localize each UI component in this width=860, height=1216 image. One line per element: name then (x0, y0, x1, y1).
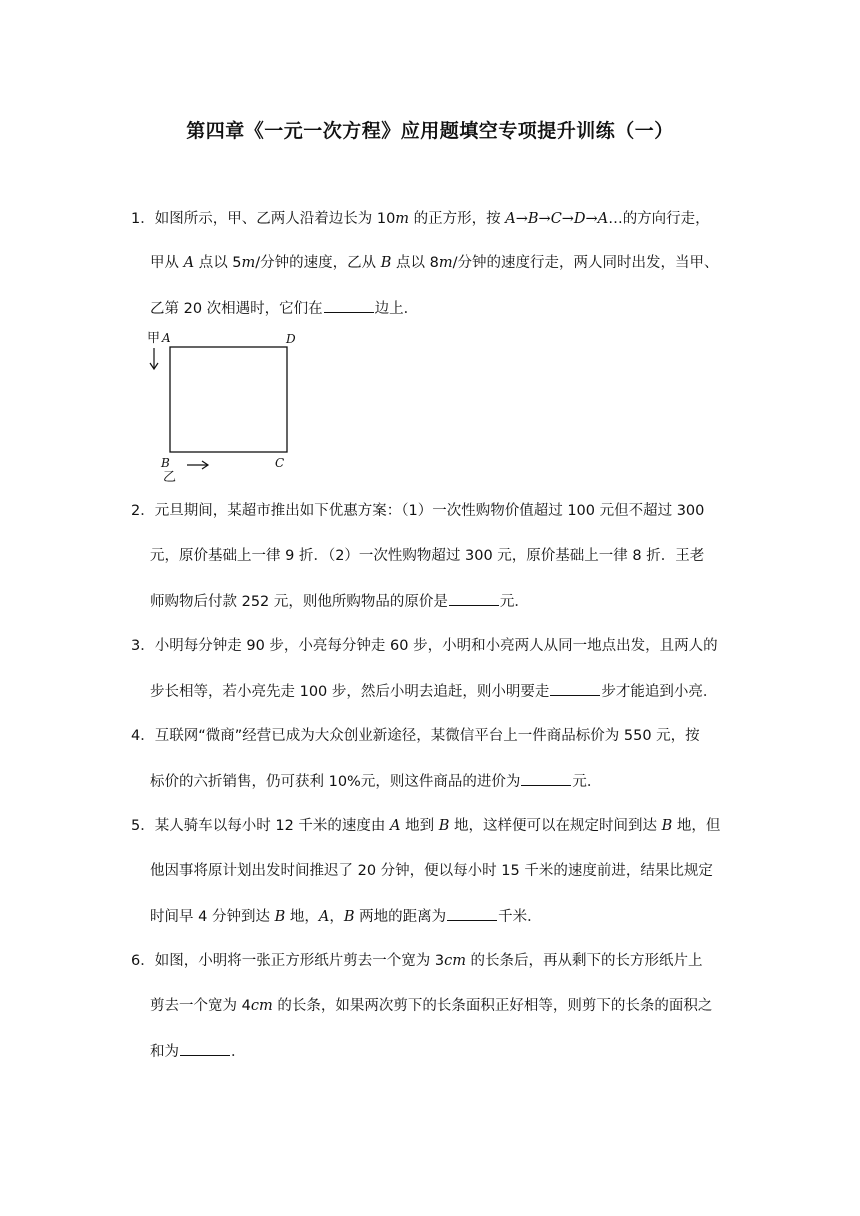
question-2-line-3 (150, 591, 529, 612)
question-5-line-1 (131, 816, 720, 836)
text: 两地的距离为 (354, 909, 447, 925)
arrow-down-icon (150, 348, 158, 369)
text: 某人骑车以每小时 12 千米的速度由 (154, 818, 391, 834)
text: 地， (285, 909, 319, 925)
text: 地，但 (672, 818, 721, 834)
text: 他因事将原计划出发时间推迟了 20 分钟，便以每小时 15 千米的速度前进，结果比规定 (150, 863, 713, 879)
text: 标价的六折销售，仍可获利 10%元，则这件商品的进价为 (150, 774, 521, 790)
answer-blank[interactable] (449, 591, 499, 606)
question-1-line-3 (150, 298, 418, 319)
question-number: 5． (131, 818, 155, 834)
question-5-line-3 (150, 906, 542, 927)
question-6-line-1 (131, 951, 703, 971)
question-number: 2． (131, 503, 155, 519)
question-2-line-2 (150, 546, 704, 566)
question-number: 1． (131, 211, 155, 227)
question-6-line-3 (150, 1041, 246, 1062)
question-3-line-1 (131, 636, 718, 656)
question-2-line-1 (131, 501, 704, 521)
text: 时间早 4 分钟到达 (150, 909, 275, 925)
answer-blank[interactable] (521, 771, 571, 786)
answer-blank[interactable] (550, 681, 600, 696)
text: 剪去一个宽为 4 (150, 998, 251, 1014)
text: 师购物后付款 252 元，则他所购物品的原价是 (150, 594, 448, 610)
text: 边上． (374, 301, 419, 317)
label-c: C (275, 456, 285, 470)
unit-var: cm (250, 998, 273, 1014)
text: /分钟的速度，乙从 (255, 255, 381, 271)
unit-var: m (395, 211, 410, 227)
text: ， (329, 909, 344, 925)
text: 的长条后，再从剩下的长方形纸片上 (465, 953, 703, 969)
text: 地到 (400, 818, 439, 834)
question-number: 3． (131, 638, 155, 654)
arrow-right-icon (187, 461, 208, 469)
text: 元． (572, 774, 602, 790)
label-b: B (161, 456, 170, 470)
text: 乙第 20 次相遇时，它们在 (150, 301, 323, 317)
text: 和为 (150, 1044, 179, 1060)
point-var: B (661, 818, 673, 834)
text: 步长相等，若小亮先走 100 步，然后小明去追赶，则小明要走 (150, 684, 550, 700)
text: 互联网“微商”经营已成为大众创业新途径，某微信平台上一件商品标价为 550 元，按 (154, 728, 700, 744)
point-var: A (183, 255, 195, 271)
square-shape (170, 347, 287, 452)
answer-blank[interactable] (324, 298, 374, 313)
question-6-line-2 (150, 996, 712, 1016)
text: 点以 5 (194, 255, 242, 271)
question-number: 4． (131, 728, 155, 744)
unit-var: m (438, 255, 453, 271)
text: 元，原价基础上一律 9 折．（2）一次性购物超过 300 元，原价基础上一律 8 折．王老 (150, 548, 705, 564)
text: /分钟的速度行走，两人同时出发，当甲、 (452, 255, 719, 271)
question-3-line-2 (150, 681, 717, 702)
text: ． (231, 1044, 246, 1060)
question-1-line-1 (131, 209, 710, 229)
unit-var: cm (444, 953, 466, 969)
text: 千米． (498, 909, 542, 925)
point-var: B (380, 255, 392, 271)
question-4-line-1 (131, 726, 700, 746)
point-var: B (274, 909, 286, 925)
text: 小明每分钟走 90 步，小亮每分钟走 60 步，小明和小亮两人从同一地点出发，且两人的 (154, 638, 718, 654)
point-var: A (390, 818, 401, 834)
text: 如图，小明将一张正方形纸片剪去一个宽为 3 (154, 953, 445, 969)
label-a: A (162, 331, 171, 345)
path-var: A→B→C→D→A (505, 211, 609, 227)
question-5-line-2 (150, 861, 713, 881)
page-title: 第四章《一元一次方程》应用题填空专项提升训练（一） (186, 120, 674, 142)
text: 点以 8 (391, 255, 439, 271)
point-var: B (438, 818, 450, 834)
text: 的正方形，按 (409, 211, 506, 227)
text: 地，这样便可以在规定时间到达 (449, 818, 662, 834)
text: 步才能追到小亮． (601, 684, 718, 700)
label-jia: 甲 (147, 331, 161, 346)
text: 的长条，如果两次剪下的长条面积正好相等，则剪下的长条的面积之 (272, 998, 713, 1014)
answer-blank[interactable] (447, 906, 497, 921)
label-d: D (286, 332, 296, 346)
text: 元旦期间，某超市推出如下优惠方案：（1）一次性购物价值超过 100 元但不超过 300 (154, 503, 705, 519)
question-4-line-2 (150, 771, 601, 792)
text: 如图所示，甲、乙两人沿着边长为 10 (154, 211, 396, 227)
text: 甲从 (150, 255, 184, 271)
square-figure (145, 328, 305, 486)
question-1-line-2 (150, 253, 719, 273)
question-number: 6． (131, 953, 155, 969)
text: 元． (499, 594, 529, 610)
label-yi: 乙 (163, 470, 177, 485)
point-var: A (318, 909, 330, 925)
answer-blank[interactable] (180, 1041, 230, 1056)
text: …的方向行走， (608, 211, 710, 227)
unit-var: m (241, 255, 256, 271)
point-var: B (343, 909, 355, 925)
